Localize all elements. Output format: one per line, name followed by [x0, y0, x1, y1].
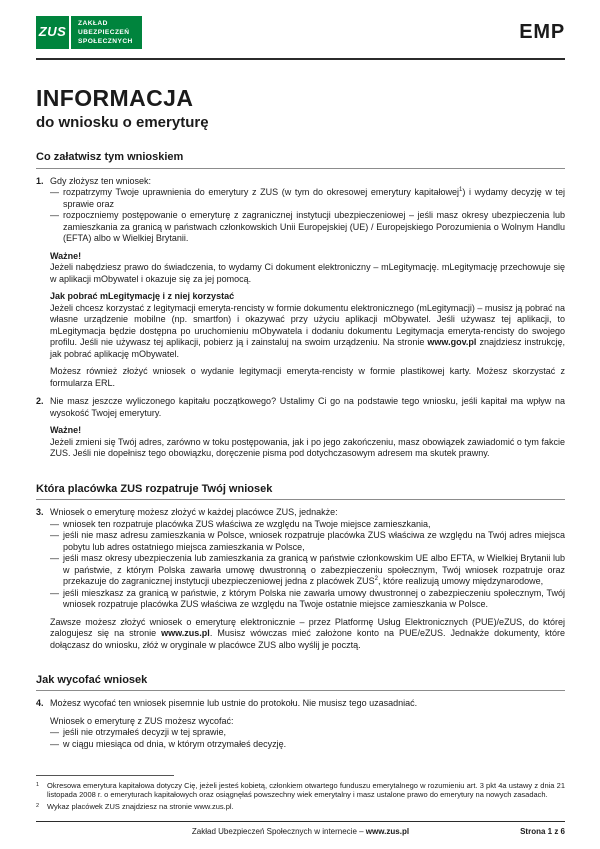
gov-pl-link: www.gov.pl	[427, 337, 477, 348]
important-label: Ważne!	[50, 425, 82, 436]
bullet-item	[50, 187, 565, 210]
bullet-item	[50, 519, 565, 531]
important-text: Jeżeli nabędziesz prawo do świadczenia, to wydamy Ci dokument elektroniczny – mLegitymację. mLegitymację przechowuje się w aplikacji mObywatel i okazuje się za jej pomocą.	[50, 262, 565, 284]
section-heading-what: Co załatwisz tym wnioskiem	[36, 150, 565, 168]
important-label: Ważne!	[50, 250, 82, 261]
bullet-text: rozpoczniemy postępowanie o emeryturę z zagranicznej instytucji ubezpieczeniowej – jeśli masz okresy ubezpieczenia lub zamieszkania za granicą w państwach członkowskich Unii Europejskiej (UE) / Europejskiego Porozumienia o Wolnym Handlu (EFTA) albo w Wielkiej Brytanii.	[63, 210, 565, 244]
paragraph-part: Zawsze możesz złożyć wniosek o emeryturę elektronicznie – przez Platformę Usług Elektronicznych (PUE)/eZUS, do której zalogujesz się na stronie	[50, 616, 565, 639]
mlegit-subheading: Jak pobrać mLegitymację i z niej korzystać	[50, 291, 235, 302]
footnote-text: Okresowa emerytura kapitałowa dotyczy Cię, jeżeli jesteś kobietą, członkiem otwartego funduszu emerytalnego w rozumieniu art. 3 pkt 4a ustawy z dnia 21 listopada 2008 r. o emeryturach kapitałowych oraz osiągnęłaś powszechny wiek emerytalny i masz ustalone prawo do emerytury na nowych zasadach.	[47, 780, 565, 800]
item-intro: Wniosek o emeryturę możesz złożyć w każdej placówce ZUS, jednakże:	[50, 506, 338, 517]
paragraph-part: Jeżeli chcesz korzystać z legitymacji emeryta-rencisty w formie dokumentu elektronicznego (mLegitymacji) – musisz ją pobrać na własne urządzenie mobilne (np. smartfon) i okazywać przy użyciu aplikacji mObywatel. Jeśli używasz tej aplikacji, to mLegitymacja będzie dostępna po uruchomieniu mObywatela i dodaniu dokumentu Legitymacja emeryta-rencisty do swojego profilu. Jeśli nie używasz tej aplikacji, pobierz ją i zainstaluj na swoim urządzeniu. Na stronie	[50, 302, 565, 348]
bullet-item	[50, 739, 565, 751]
numbered-item-2	[36, 396, 565, 460]
erl-paragraph: Możesz również złożyć wniosek o wydanie legitymacji emeryta-rencisty w formie plastikowej karty. Możesz skorzystać z formularza ERL.	[50, 366, 565, 388]
zus-org-line: ZAKŁAD	[78, 19, 108, 27]
dash-marker: —	[50, 187, 59, 198]
form-code: EMP	[519, 21, 565, 43]
item-number: 4.	[36, 698, 44, 709]
bullet-text: jeśli nie masz adresu zamieszkania w Polsce, wniosek rozpatruje placówka ZUS właściwa ze względu na Twój adres miejsca pobytu lub adres ostatniego miejsca zamieszkania w Polsce,	[63, 530, 565, 552]
item-intro: Gdy złożysz ten wniosek:	[50, 175, 152, 186]
bullet-text: jeśli mieszkasz za granicą w państwie, z którym Polska nie zawarła umowy dwustronnej o zabezpieczeniu społecznym, Twój wniosek rozpatruje placówka ZUS właściwa ze względu na Twoje ostatnie miejsce zamieszkania w Polsce.	[63, 587, 565, 610]
zus-org-line: SPOŁECZNYCH	[78, 38, 133, 46]
bullet-text-part: ) i wydamy decyzję w tej sprawie oraz	[63, 187, 565, 209]
important-text: Jeżeli zmieni się Twój adres, zarówno w toku postępowania, jak i po jego zakończeniu, masz obowiązek zawiadomić o tym fakcie ZUS. Jeśli nie dopełnisz tego obowiązku, doręczenie pisma pod dotychczasowym adresem ma skutek prawny.	[50, 436, 565, 459]
bullet-item	[50, 210, 565, 245]
document-header	[36, 16, 565, 60]
pue-paragraph	[50, 617, 565, 652]
footnote-text: Wykaz placówek ZUS znajdziesz na stronie www.zus.pl.	[47, 802, 234, 812]
bullet-item	[50, 530, 565, 553]
item-number: 3.	[36, 506, 44, 517]
page-title: INFORMACJA	[36, 85, 194, 111]
paragraph-part: . Musisz wówczas mieć założone konto na PUE/eZUS. Jednakże dokumenty, które dołączasz do wniosku, złóż w oryginale w placówce ZUS albo wyślij je pocztą.	[50, 628, 565, 650]
footnote-2	[36, 802, 565, 812]
dash-marker: —	[50, 738, 59, 749]
item-intro: Wniosek o emeryturę z ZUS możesz wycofać:	[50, 715, 234, 726]
zus-pl-link: www.zus.pl	[161, 628, 210, 639]
item-text: Nie masz jeszcze wyliczonego kapitału początkowego? Ustalimy Ci go na podstawie tego wniosku, jeśli kapitał ma wpływ na wysokość Twojej emerytury.	[50, 396, 565, 418]
item-body	[50, 507, 565, 651]
zus-org-line: UBEZPIECZEŃ	[78, 28, 130, 36]
dash-marker: —	[50, 530, 59, 541]
item-number: 1.	[36, 175, 44, 186]
footer-zus-pl-link: www.zus.pl	[365, 826, 410, 836]
bullet-text-part: rozpatrzymy Twoje uprawnienia do emerytury z ZUS (w tym do okresowej emerytury kapitałowej	[63, 187, 459, 198]
zus-logo	[36, 16, 142, 49]
bullet-text: wniosek ten rozpatruje placówka ZUS właściwa ze względu na Twoje miejsce zamieszkania,	[63, 518, 431, 529]
footnotes-block	[36, 775, 565, 814]
page-number: Strona 1 z 6	[520, 826, 565, 836]
dash-marker: —	[50, 587, 59, 598]
page-subtitle: do wniosku o emeryturę	[36, 114, 209, 132]
bullet-text: w ciągu miesiąca od dnia, w którym otrzymałeś decyzję.	[63, 738, 287, 749]
bullet-text: jeśli nie otrzymałeś decyzji w tej sprawie,	[63, 727, 227, 738]
section-heading-branch: Która placówka ZUS rozpatruje Twój wniosek	[36, 482, 565, 500]
footnote-ref-1: 1	[458, 187, 463, 194]
bullet-text-part: , które realizują umowy międzynarodowe,	[378, 576, 544, 587]
item-body	[50, 698, 565, 750]
footnote-divider	[36, 775, 174, 776]
bullet-text	[63, 187, 565, 210]
zus-logo-text: ZUS	[38, 24, 67, 40]
zus-logo-mark	[36, 16, 69, 49]
numbered-item-4	[36, 698, 565, 750]
item-number: 2.	[36, 396, 44, 407]
footer-text: Zakład Ubezpieczeń Społecznych w internecie –	[191, 826, 366, 836]
bullet-item	[50, 553, 565, 588]
bullet-item	[50, 727, 565, 739]
zus-org-name	[71, 16, 142, 49]
item-body	[50, 176, 565, 390]
mlegit-paragraph	[50, 303, 565, 361]
dash-marker: —	[50, 727, 59, 738]
bullet-text	[63, 553, 565, 588]
page-title-block	[36, 86, 565, 132]
dash-marker: —	[50, 210, 59, 221]
footnote-marker: 1	[36, 781, 40, 788]
dash-marker: —	[50, 518, 59, 529]
document-footer	[36, 821, 565, 837]
item-text: Możesz wycofać ten wniosek pisemnie lub ustnie do protokołu. Nie musisz tego uzasadniać.	[50, 698, 418, 709]
paragraph-part: znajdziesz instrukcję, jak pobrać aplikację mObywatel.	[50, 337, 565, 359]
footnote-ref-2: 2	[374, 576, 379, 583]
numbered-item-3	[36, 507, 565, 651]
footnote-1	[36, 781, 565, 801]
footnote-marker: 2	[36, 803, 40, 810]
section-heading-withdraw: Jak wycofać wniosek	[36, 673, 565, 691]
bullet-item	[50, 588, 565, 611]
dash-marker: —	[50, 553, 59, 564]
numbered-item-1	[36, 176, 565, 390]
bullet-text-part: jeśli masz okresy ubezpieczenia lub zamieszkania za granicą w państwie członkowskim UE albo EFTA, w Wielkiej Brytanii lub w państwie, z którym Polska zawarła umowę dwustronną o zabezpieczeniu społecznym, Twój wniosek rozpatruje oraz przekazuje do zagranicznej instytucji ubezpieczeniowej jedna z placówek ZUS	[63, 553, 565, 587]
item-body	[50, 396, 565, 460]
